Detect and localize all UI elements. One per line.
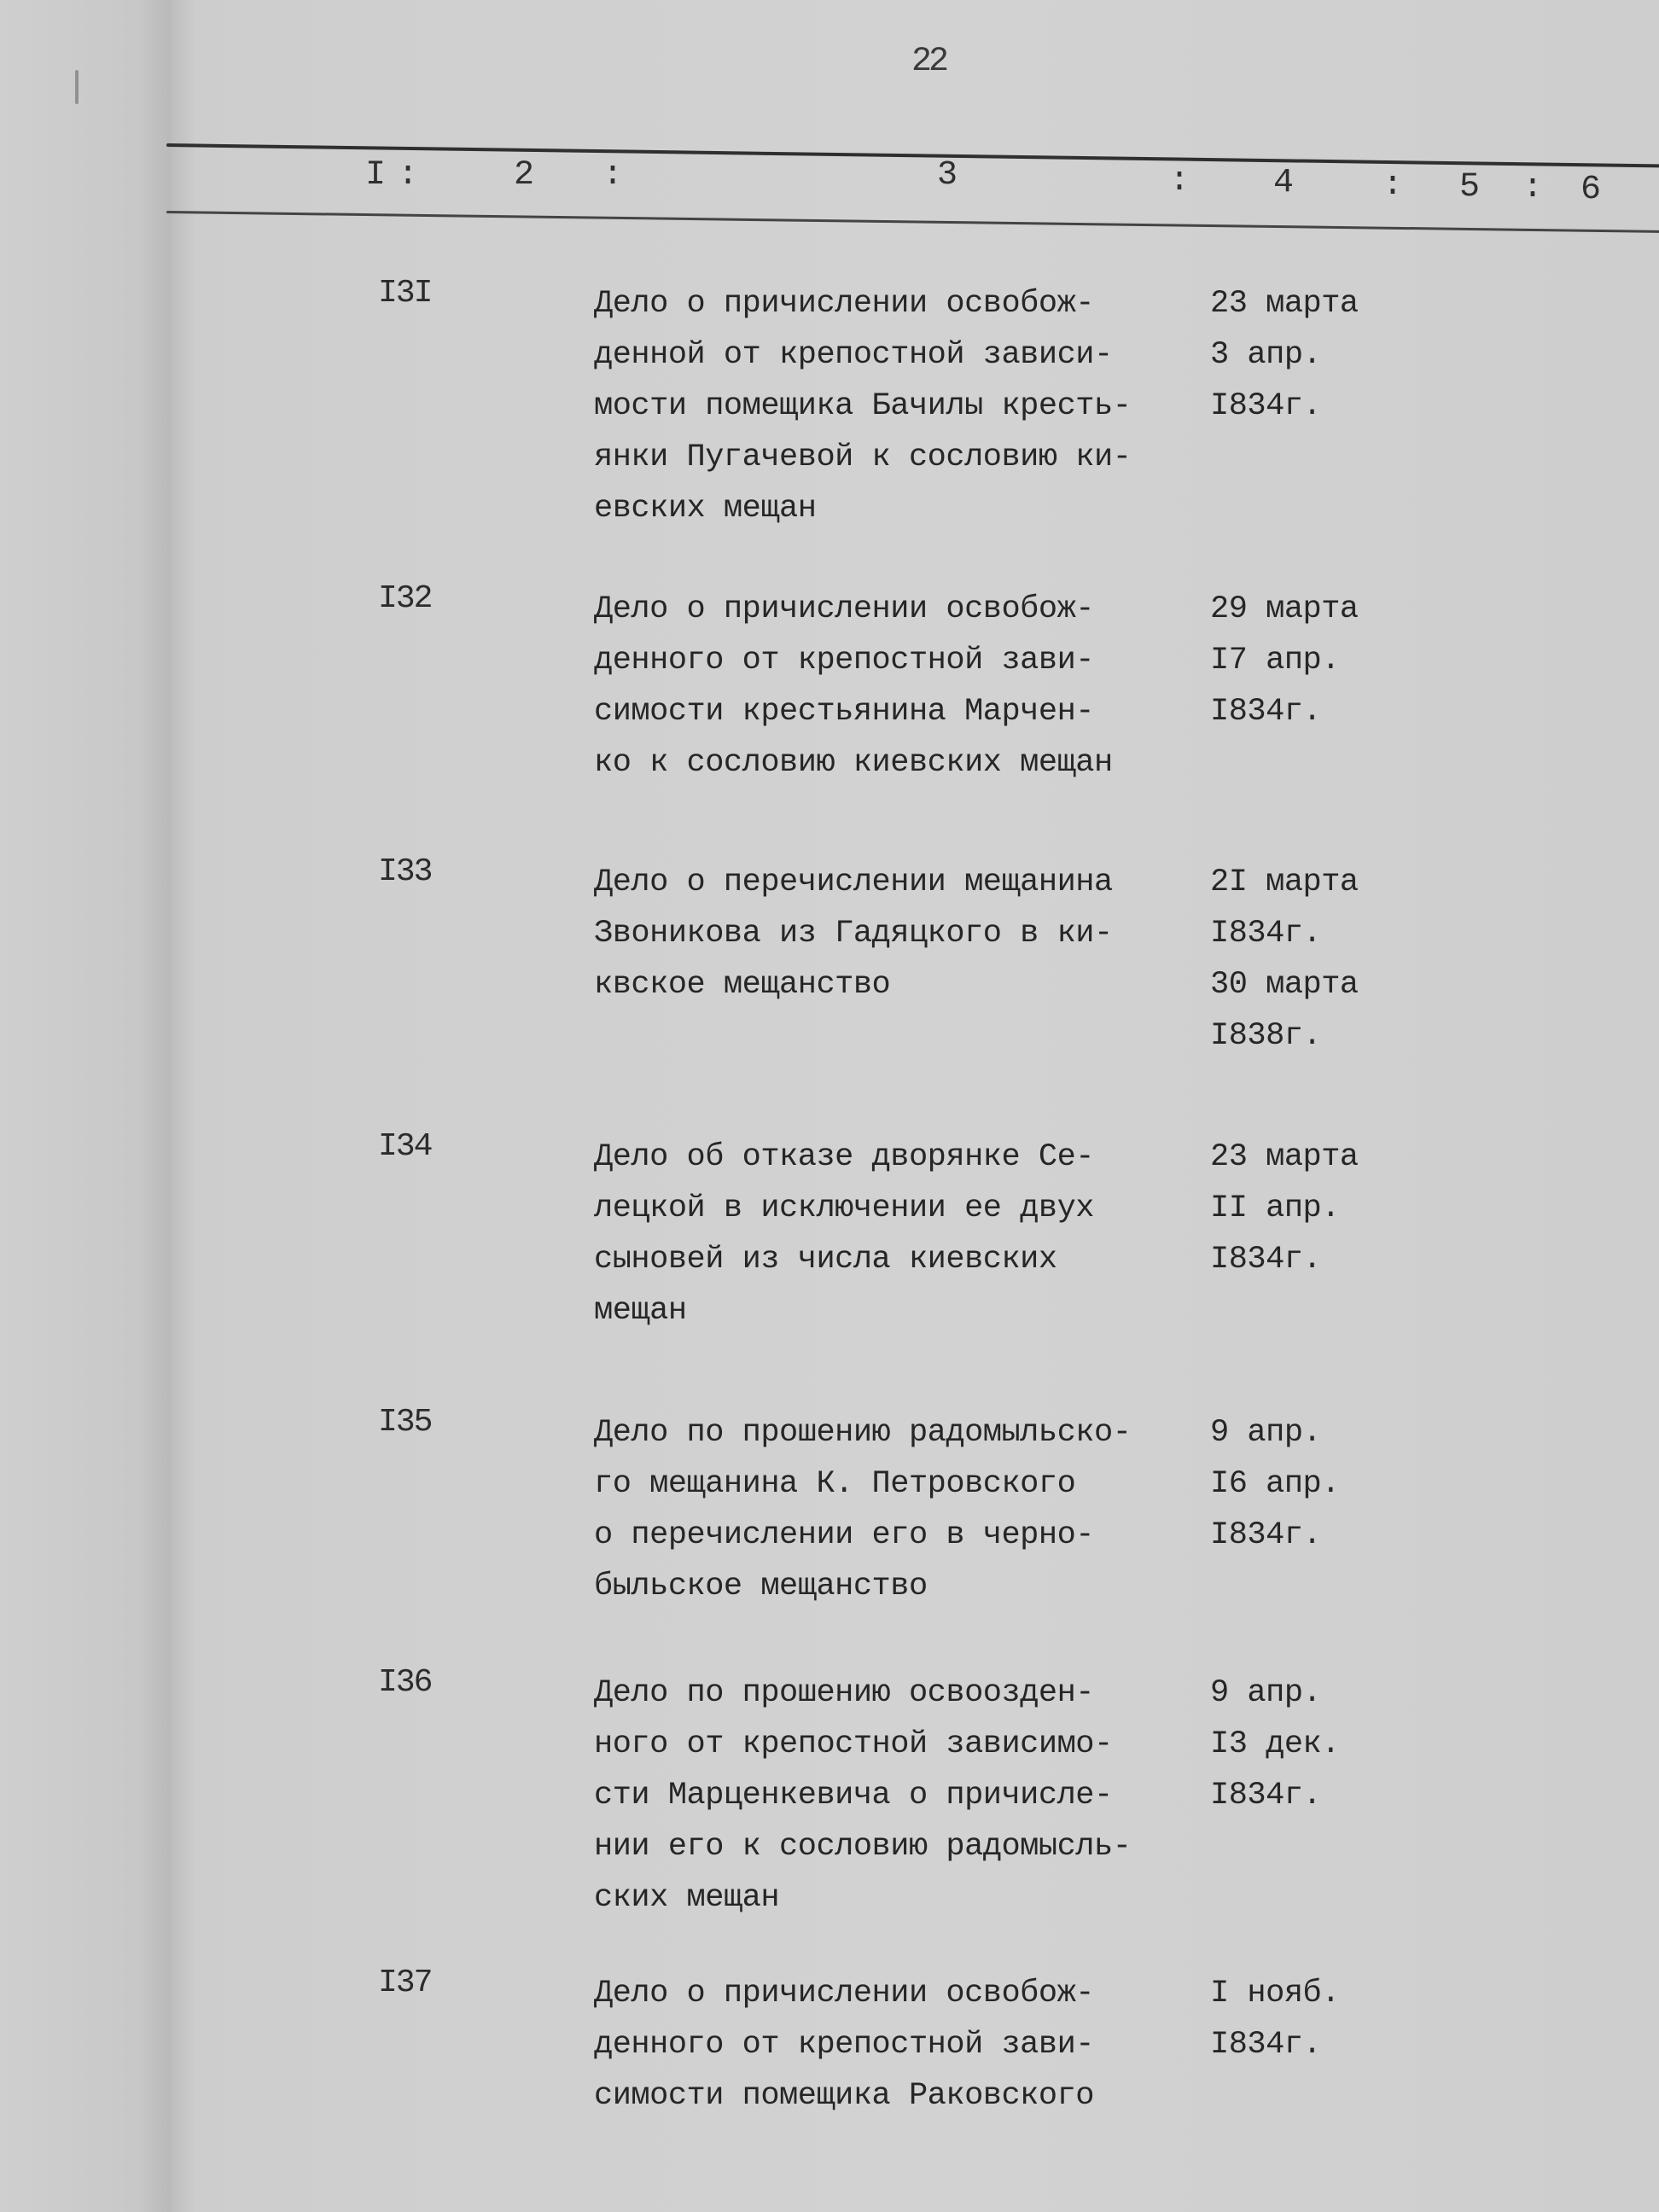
date-line: I6 апр. <box>1210 1466 1340 1502</box>
description-line: Дело о причислении освобож- <box>594 286 1094 322</box>
description-line: го мещанина К. Петровского <box>594 1466 1076 1502</box>
column-header-separator: : <box>1522 169 1544 207</box>
date-line: I3 дек. <box>1210 1726 1340 1762</box>
entry-description <box>594 1132 1225 1336</box>
entry-description <box>594 278 1225 534</box>
column-header-6: 6 <box>1580 171 1602 209</box>
column-header-1: I <box>365 156 387 195</box>
entry-dates <box>1210 584 1432 737</box>
entry-description <box>594 1407 1225 1612</box>
column-header-3: 3 <box>937 156 958 195</box>
entry-description <box>594 584 1225 789</box>
description-line: денной от крепостной зависи- <box>594 337 1113 373</box>
date-line: I834г. <box>1210 1778 1322 1813</box>
description-line: Дело по прошению освоозден- <box>594 1675 1094 1711</box>
column-header-separator: : <box>1169 162 1190 201</box>
date-line: I834г. <box>1210 388 1322 424</box>
description-line: сти Марценкевича о причисле- <box>594 1778 1113 1813</box>
entry-dates <box>1210 1132 1432 1285</box>
column-header-4: 4 <box>1273 164 1295 202</box>
page-number: 22 <box>911 43 946 81</box>
description-line: квское мещанство <box>594 967 891 1003</box>
date-line: 30 марта <box>1210 967 1359 1003</box>
description-line: ного от крепостной зависимо- <box>594 1726 1113 1762</box>
date-line: I нояб. <box>1210 1976 1340 2011</box>
description-line: ко к сословию киевских мещан <box>594 745 1113 781</box>
column-header-separator: : <box>1382 166 1404 205</box>
column-header-2: 2 <box>514 156 535 195</box>
column-header-separator: : <box>398 156 419 195</box>
date-line: 9 апр. <box>1210 1415 1322 1451</box>
entry-description <box>594 1668 1225 1924</box>
date-line: I834г. <box>1210 1242 1322 1278</box>
entry-number: I34 <box>378 1128 432 1165</box>
description-line: Дело о причислении освобож- <box>594 591 1094 627</box>
entry-dates <box>1210 1668 1432 1821</box>
description-line: Дело о причислении освобож- <box>594 1976 1094 2011</box>
date-line: 29 марта <box>1210 591 1359 627</box>
description-line: нии его к сословию радомысль- <box>594 1829 1132 1865</box>
entry-description <box>594 857 1225 1010</box>
entry-dates <box>1210 1968 1432 2070</box>
entry-dates <box>1210 1407 1432 1561</box>
date-line: I834г. <box>1210 916 1322 952</box>
description-line: ских мещан <box>594 1880 780 1916</box>
description-line: лецкой в исключении ее двух <box>594 1190 1094 1226</box>
description-line: Дело об отказе дворянке Се- <box>594 1139 1094 1175</box>
description-line: симости помещика Раковского <box>594 2078 1094 2114</box>
entry-dates <box>1210 857 1432 1062</box>
description-line: денного от крепостной зави- <box>594 643 1094 678</box>
date-line: I7 апр. <box>1210 643 1340 678</box>
description-line: евских мещан <box>594 491 817 527</box>
description-line: о перечислении его в черно- <box>594 1517 1094 1553</box>
description-line: Дело о перечислении мещанина <box>594 864 1113 900</box>
date-line: I838г. <box>1210 1018 1322 1054</box>
description-line: Звоникова из Гадяцкого в ки- <box>594 916 1113 952</box>
date-line: 9 апр. <box>1210 1675 1322 1711</box>
facing-page-margin <box>0 0 171 2212</box>
entry-number: I37 <box>378 1965 432 2001</box>
date-line: 23 марта <box>1210 1139 1359 1175</box>
entry-number: I35 <box>378 1404 432 1441</box>
entry-description <box>594 1968 1225 2122</box>
description-line: мости помещика Бачилы кресть- <box>594 388 1132 424</box>
column-header-5: 5 <box>1459 168 1481 207</box>
description-line: быльское мещанство <box>594 1569 928 1604</box>
entry-number: I36 <box>378 1664 432 1701</box>
description-line: мещан <box>594 1293 687 1329</box>
entry-number: I3I <box>378 275 432 311</box>
entry-number: I32 <box>378 580 432 617</box>
date-line: I834г. <box>1210 2027 1322 2063</box>
description-line: янки Пугачевой к сословию ки- <box>594 439 1132 475</box>
date-line: 3 апр. <box>1210 337 1322 373</box>
date-line: 2I марта <box>1210 864 1359 900</box>
description-line: сыновей из числа киевских <box>594 1242 1057 1278</box>
column-header-separator: : <box>602 156 624 195</box>
entry-dates <box>1210 278 1432 432</box>
description-line: симости крестьянина Марчен- <box>594 694 1094 730</box>
description-line: денного от крепостной зави- <box>594 2027 1094 2063</box>
date-line: I834г. <box>1210 1517 1322 1553</box>
entry-number: I33 <box>378 853 432 890</box>
description-line: Дело по прошению радомыльско- <box>594 1415 1132 1451</box>
date-line: 23 марта <box>1210 286 1359 322</box>
date-line: II апр. <box>1210 1190 1340 1226</box>
facing-page-mark <box>75 70 79 104</box>
date-line: I834г. <box>1210 694 1322 730</box>
